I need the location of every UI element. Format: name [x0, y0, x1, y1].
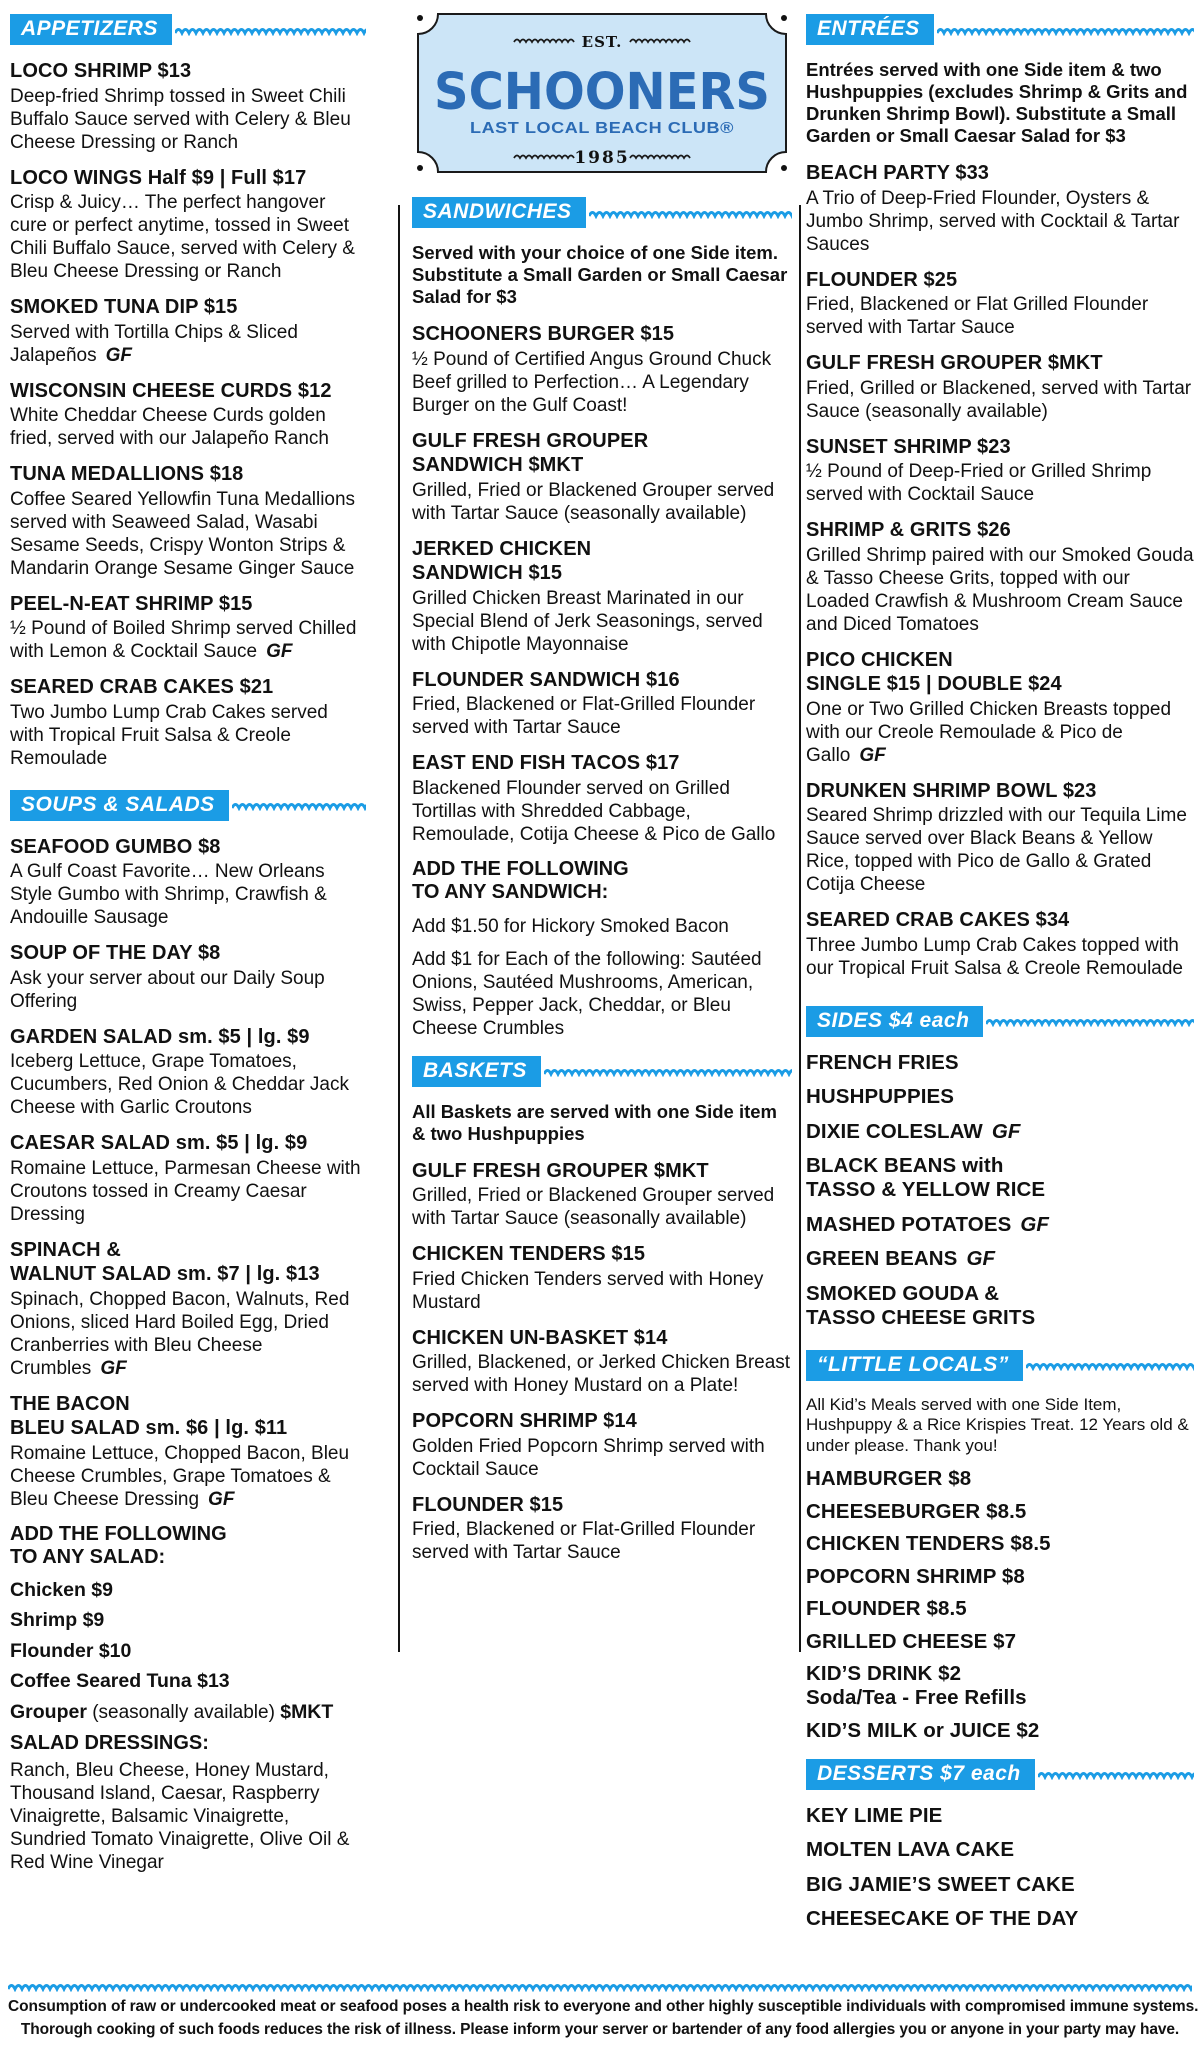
section-header-desserts [806, 1759, 1194, 1790]
logo-name-text: SCHOONERS [434, 63, 770, 122]
item-description: ½ Pound of Certified Angus Ground Chuck Beef grilled to Perfection… A Legendary Burger on the Gulf Coast! [412, 348, 772, 416]
menu-item [806, 161, 1194, 256]
item-name: FLOUNDER $8.5 [806, 1597, 967, 1620]
schooners-logo [412, 8, 792, 178]
section-header-soups-salads [10, 790, 366, 821]
gf-label: GF [859, 744, 886, 766]
item-name: FRENCH FRIES [806, 1050, 959, 1074]
gf-label: GF [105, 344, 133, 366]
section-header-sandwiches [412, 197, 792, 228]
wave-decoration [1026, 1359, 1194, 1371]
menu-item [10, 941, 366, 1013]
item-name: GRILLED CHEESE $7 [806, 1629, 1017, 1653]
menu-item [412, 429, 792, 525]
menu-item [412, 1159, 792, 1231]
sandwiches-note: Served with your choice of one Side item. Substitute a Small Garden or Small Caesar Salad for $3 [412, 242, 788, 307]
item-name: POPCORN SHRIMP $8 [806, 1564, 1025, 1588]
wave-decoration [232, 799, 366, 811]
wave-decoration [589, 207, 792, 219]
item-name: GREEN BEANS GF [806, 1247, 996, 1270]
item-description: A Gulf Coast Favorite… New Orleans Style Gumbo with Shrimp, Crawfish & Andouille Sausage [10, 861, 327, 928]
menu-item [806, 1873, 1194, 1897]
menu-item [806, 435, 1194, 507]
sides-list [806, 1051, 1194, 1330]
menu-item [10, 1392, 366, 1511]
wave-decoration [986, 1015, 1194, 1027]
menu-item [806, 268, 1194, 340]
menu-item [806, 1662, 1194, 1710]
item-name-line2: TASSO CHEESE GRITS [806, 1305, 1036, 1329]
item-description: Crisp & Juicy… The perfect hangover cure or perfect anytime, tossed in Sweet Chili Buffalo Sauce, served with Celery & Bleu Cheese Dressing or Ranch [10, 192, 355, 282]
little-locals-header-label: “LITTLE LOCALS” [806, 1350, 1023, 1381]
item-name: BEACH PARTY $33 [806, 162, 990, 184]
wave-decoration [544, 1065, 792, 1077]
item-description: Three Jumbo Lump Crab Cakes topped with our Tropical Fruit Salsa & Creole Remoulade [806, 934, 1184, 979]
item-name: MASHED POTATOES GF [806, 1212, 1050, 1236]
footer-line-1: Consumption of raw or undercooked meat or seafood poses a health risk to everyone and other highly susceptible individuals with compromised immune systems. [8, 1998, 1199, 2015]
logo-wrap [412, 8, 792, 183]
item-description: Ask your server about our Daily Soup Offering [10, 967, 325, 1012]
wave-decoration [937, 24, 1194, 36]
salad-addon-item: Chicken $9 [10, 1578, 113, 1601]
appetizers-header-label: APPETIZERS [10, 14, 172, 45]
item-description: Served with Tortilla Chips & Sliced Jalapeños GF [10, 321, 298, 366]
menu-item [806, 1085, 1194, 1109]
item-name: LOCO WINGS Half $9 | Full $17 [10, 166, 307, 189]
item-name: CHICKEN TENDERS $8.5 [806, 1532, 1051, 1555]
item-name: CHEESEBURGER $8.5 [806, 1499, 1027, 1523]
item-name: CHICKEN TENDERS $15 [412, 1243, 646, 1265]
item-description: Grilled Chicken Breast Marinated in our Special Blend of Jerk Seasonings, served with Chipotle Mayonnaise [412, 587, 763, 655]
item-name: FLOUNDER SANDWICH $16 [412, 668, 680, 691]
item-description: Fried Chicken Tenders served with Honey Mustard [412, 1268, 764, 1313]
item-name-line2: BLEU SALAD sm. $6 | lg. $11 [10, 1417, 288, 1439]
salad-addons-title: ADD THE FOLLOWING TO ANY SALAD: [10, 1522, 227, 1568]
menu-item [806, 1630, 1194, 1654]
soups-salads-header-label: SOUPS & SALADS [10, 790, 229, 821]
menu-item [412, 1409, 792, 1481]
item-description: ½ Pound of Deep-Fried or Grilled Shrimp served with Cocktail Sauce [806, 461, 1152, 505]
salad-dressings-list: Ranch, Bleu Cheese, Honey Mustard, Thousand Island, Caesar, Raspberry Vinaigrette, Balsamic Vinaigrette, Sundried Tomato Vinaigrette, Olive Oil & Red Wine Vinegar [10, 1759, 350, 1873]
menu-item [806, 1247, 1194, 1271]
item-name-line2: Soda/Tea - Free Refills [806, 1686, 1027, 1709]
wave-decoration [1038, 1768, 1194, 1780]
menu-item [10, 592, 366, 664]
item-description: Two Jumbo Lump Crab Cakes served with Tropical Fruit Salsa & Creole Remoulade [10, 701, 328, 769]
sandwich-addon-note2: Add $1 for Each of the following: Sautéed Onions, Sautéed Mushrooms, American, Swiss, Pepper Jack, Cheddar, or Bleu Cheese Crumbles [412, 948, 762, 1039]
menu-item [806, 1719, 1194, 1743]
item-description: Spinach, Chopped Bacon, Walnuts, Red Onions, sliced Hard Boiled Egg, Dried Cranberries with Bleu Cheese Crumbles GF [10, 1288, 350, 1379]
item-name: POPCORN SHRIMP $14 [412, 1410, 637, 1432]
menu-item [806, 1051, 1194, 1075]
logo-est-text: EST. [581, 33, 623, 51]
menu-item [10, 1131, 366, 1226]
item-description: Grilled, Blackened, or Jerked Chicken Breast served with Honey Mustard on a Plate! [412, 1352, 791, 1396]
appetizers-list [10, 59, 366, 770]
item-name: LOCO SHRIMP $13 [10, 60, 192, 82]
item-name: WISCONSIN CHEESE CURDS $12 [10, 379, 332, 402]
item-description: Deep-fried Shrimp tossed in Sweet Chili Buffalo Sauce served with Celery & Bleu Cheese Dressing or Ranch [10, 85, 351, 153]
item-description: Golden Fried Popcorn Shrimp served with Cocktail Sauce [412, 1435, 765, 1480]
item-name: FLOUNDER $15 [412, 1493, 564, 1516]
item-name: GULF FRESH GROUPER $MKT [806, 352, 1103, 374]
item-name: KID’S DRINK $2 [806, 1662, 962, 1685]
item-name: DIXIE COLESLAW GF [806, 1119, 1021, 1143]
item-name-line2: SINGLE $15 | DOUBLE $24 [806, 673, 1062, 695]
little-locals-note: All Kid’s Meals served with one Side Item, Hushpuppy & a Rice Krispies Treat. 12 Years old & under please. Thank you! [806, 1394, 1189, 1455]
item-name-line2: SANDWICH $MKT [412, 454, 584, 476]
menu-item [10, 295, 366, 367]
menu-item [10, 462, 366, 580]
item-name-line2: WALNUT SALAD sm. $7 | lg. $13 [10, 1263, 320, 1285]
item-description: White Cheddar Cheese Curds golden fried, served with our Jalapeño Ranch [10, 405, 329, 449]
baskets-header-label: BASKETS [412, 1056, 541, 1087]
menu-item [412, 1242, 792, 1314]
item-name: MOLTEN LAVA CAKE [806, 1838, 1015, 1861]
menu-item [806, 779, 1194, 897]
item-name-line2: TASSO & YELLOW RICE [806, 1178, 1046, 1201]
gf-label: GF [266, 641, 293, 662]
menu-item [10, 1025, 366, 1120]
item-description: Grilled, Fried or Blackened Grouper served with Tartar Sauce (seasonally available) [412, 1185, 775, 1229]
sandwiches-header-label: SANDWICHES [412, 197, 586, 228]
section-header-entrees [806, 14, 1194, 45]
corner-dot-icon [781, 15, 787, 21]
section-header-little-locals [806, 1350, 1194, 1381]
menu-item [806, 1804, 1194, 1828]
item-description: Fried, Blackened or Flat-Grilled Flounder served with Tartar Sauce [412, 1519, 756, 1563]
item-description: Romaine Lettuce, Chopped Bacon, Bleu Cheese Crumbles, Grape Tomatoes & Bleu Cheese Dressing GF [10, 1442, 350, 1510]
menu-item [806, 1282, 1194, 1330]
menu-item [806, 1120, 1194, 1144]
menu-item [10, 835, 366, 930]
sandwiches-list [412, 322, 792, 846]
logo-tagline-text: LAST LOCAL BEACH CLUB® [470, 120, 734, 137]
item-description: Coffee Seared Yellowfin Tuna Medallions served with Seaweed Salad, Wasabi Sesame Seeds, Crispy Wonton Strips & Mandarin Orange Sesame Ginger Sauce [10, 488, 356, 579]
menu-item [806, 1838, 1194, 1862]
gf-label: GF [208, 1488, 235, 1510]
gf-label: GF [1020, 1212, 1050, 1236]
menu-item [806, 1500, 1194, 1524]
column-left [10, 8, 366, 1884]
item-name: SOUP OF THE DAY $8 [10, 942, 221, 964]
item-name: SMOKED GOUDA & [806, 1281, 1000, 1305]
menu-item [10, 166, 366, 284]
menu-item [806, 908, 1194, 980]
item-name: BLACK BEANS with [806, 1154, 1004, 1177]
item-name: PEEL-N-EAT SHRIMP $15 [10, 592, 253, 615]
column-divider-right [799, 205, 801, 1652]
section-header-sides [806, 1006, 1194, 1037]
item-name: GULF FRESH GROUPER $MKT [412, 1159, 709, 1182]
sides-header-label: SIDES $4 each [806, 1006, 983, 1037]
menu-item [806, 351, 1194, 423]
item-description: Romaine Lettuce, Parmesan Cheese with Croutons tossed in Creamy Caesar Dressing [10, 1157, 361, 1225]
footer-line-2: Thorough cooking of such foods reduces the risk of illness. Please inform your server or bartender of any food allergies you or anyone in your party may have. [20, 2020, 1180, 2038]
item-name: CHICKEN UN-BASKET $14 [412, 1326, 668, 1349]
wave-decoration [8, 1980, 1192, 1992]
item-name: DRUNKEN SHRIMP BOWL $23 [806, 779, 1097, 802]
entrees-note: Entrées served with one Side item & two Hushpuppies (excludes Shrimp & Grits and Drunken Shrimp Bowl). Substitute a Small Garden or Small Caesar Salad for $3 [806, 59, 1188, 146]
corner-dot-icon [417, 15, 423, 21]
menu-item [412, 1326, 792, 1398]
corner-dot-icon [417, 165, 423, 171]
item-description: Seared Shrimp drizzled with our Tequila Lime Sauce served over Black Beans & Yellow Rice, topped with Pico de Gallo & Grated Cotija Cheese [806, 805, 1187, 895]
column-center [412, 8, 792, 1576]
desserts-list [806, 1804, 1194, 1932]
item-name: EAST END FISH TACOS $17 [412, 752, 680, 774]
entrees-header-label: ENTRÉES [806, 14, 934, 45]
desserts-header-label: DESSERTS $7 each [806, 1759, 1035, 1790]
gf-label: GF [100, 1357, 127, 1379]
item-name: HUSHPUPPIES [806, 1085, 955, 1108]
salad-addons-list [10, 1580, 366, 1723]
item-name: SUNSET SHRIMP $23 [806, 435, 1011, 458]
item-name: HAMBURGER $8 [806, 1467, 972, 1490]
menu-item [10, 1238, 366, 1380]
item-name: CAESAR SALAD sm. $5 | lg. $9 [10, 1132, 308, 1154]
menu-item [806, 1597, 1194, 1621]
item-name: BIG JAMIE’S SWEET CAKE [806, 1872, 1075, 1896]
section-header-appetizers [10, 14, 366, 45]
item-name: GULF FRESH GROUPER [412, 429, 649, 452]
menu-item [806, 1154, 1194, 1202]
item-description: Grilled Shrimp paired with our Smoked Gouda & Tasso Cheese Grits, topped with our Loaded Crawfish & Mushroom Cream Sauce and Diced Tomatoes [806, 544, 1194, 635]
item-name: THE BACON [10, 1392, 130, 1415]
sandwich-addon-note1: Add $1.50 for Hickory Smoked Bacon [412, 915, 729, 937]
little-locals-list [806, 1467, 1194, 1743]
item-name: SMOKED TUNA DIP $15 [10, 296, 238, 318]
item-name: SPINACH & [10, 1238, 121, 1261]
item-name: KEY LIME PIE [806, 1803, 943, 1827]
menu-item [10, 59, 366, 154]
item-description: Iceberg Lettuce, Grape Tomatoes, Cucumbers, Red Onion & Cheddar Jack Cheese with Garlic Croutons [10, 1051, 349, 1118]
baskets-note: All Baskets are served with one Side item & two Hushpuppies [412, 1100, 778, 1144]
item-name: FLOUNDER $25 [806, 268, 958, 291]
menu-item [412, 751, 792, 846]
item-name: TUNA MEDALLIONS $18 [10, 463, 244, 485]
menu-item [806, 518, 1194, 636]
salad-addon-item: Shrimp $9 [10, 1609, 105, 1631]
menu-item [10, 379, 366, 451]
entrees-list [806, 161, 1194, 980]
menu-item [412, 668, 792, 740]
item-description: Fried, Grilled or Blackened, served with Tartar Sauce (seasonally available) [806, 377, 1192, 422]
menu-item [412, 322, 792, 417]
salad-addon-item: Flounder $10 [10, 1639, 132, 1662]
item-name: KID’S MILK or JUICE $2 [806, 1718, 1040, 1742]
menu-item [806, 1467, 1194, 1491]
menu-item [806, 1907, 1194, 1931]
item-description: One or Two Grilled Chicken Breasts topped with our Creole Remoulade & Pico de Gallo GF [806, 698, 1172, 766]
gf-label: GF [991, 1119, 1021, 1143]
item-name: SEARED CRAB CAKES $21 [10, 676, 274, 698]
item-description: A Trio of Deep-Fried Flounder, Oysters & Jumbo Shrimp, served with Cocktail & Tartar Sauces [806, 187, 1180, 255]
footer-disclaimer [8, 1980, 1199, 2041]
menu-item [10, 675, 366, 770]
item-description: Fried, Blackened or Flat-Grilled Flounder served with Tartar Sauce [412, 694, 756, 738]
logo-year-text: 1985 [574, 148, 630, 168]
menu-item [412, 537, 792, 656]
wave-decoration [175, 24, 366, 36]
gf-label: GF [966, 1247, 996, 1270]
item-name: SCHOONERS BURGER $15 [412, 323, 675, 345]
item-name: CHEESECAKE OF THE DAY [806, 1907, 1079, 1930]
corner-dot-icon [781, 165, 787, 171]
menu-item [806, 1532, 1194, 1556]
item-name: GARDEN SALAD sm. $5 | lg. $9 [10, 1025, 310, 1048]
item-name: SHRIMP & GRITS $26 [806, 519, 1011, 541]
menu-item [806, 1213, 1194, 1237]
sandwich-addons-title: ADD THE FOLLOWING TO ANY SANDWICH: [412, 857, 629, 903]
salad-addon-item: Grouper (seasonally available) $MKT [10, 1700, 334, 1723]
item-name: SEAFOOD GUMBO $8 [10, 835, 221, 858]
soups-salads-list [10, 835, 366, 1511]
item-name-line2: SANDWICH $15 [412, 562, 563, 584]
salad-addon-item: Coffee Seared Tuna $13 [10, 1670, 230, 1692]
menu-item [412, 1493, 792, 1565]
column-right [806, 8, 1194, 1942]
item-description: Grilled, Fried or Blackened Grouper served with Tartar Sauce (seasonally available) [412, 479, 775, 524]
item-description: Fried, Blackened or Flat Grilled Flounder served with Tartar Sauce [806, 294, 1149, 338]
menu-item [806, 648, 1194, 767]
item-name: JERKED CHICKEN [412, 537, 592, 560]
item-name: SEARED CRAB CAKES $34 [806, 909, 1070, 931]
menu-item [806, 1565, 1194, 1589]
section-header-baskets [412, 1056, 792, 1087]
item-name: PICO CHICKEN [806, 648, 953, 671]
baskets-list [412, 1159, 792, 1565]
salad-dressings-title: SALAD DRESSINGS: [10, 1732, 209, 1754]
item-description: Blackened Flounder served on Grilled Tortillas with Shredded Cabbage, Remoulade, Cotija Cheese & Pico de Gallo [412, 777, 776, 845]
item-description: ½ Pound of Boiled Shrimp served Chilled with Lemon & Cocktail Sauce GF [10, 618, 357, 662]
column-divider-left [398, 205, 400, 1652]
